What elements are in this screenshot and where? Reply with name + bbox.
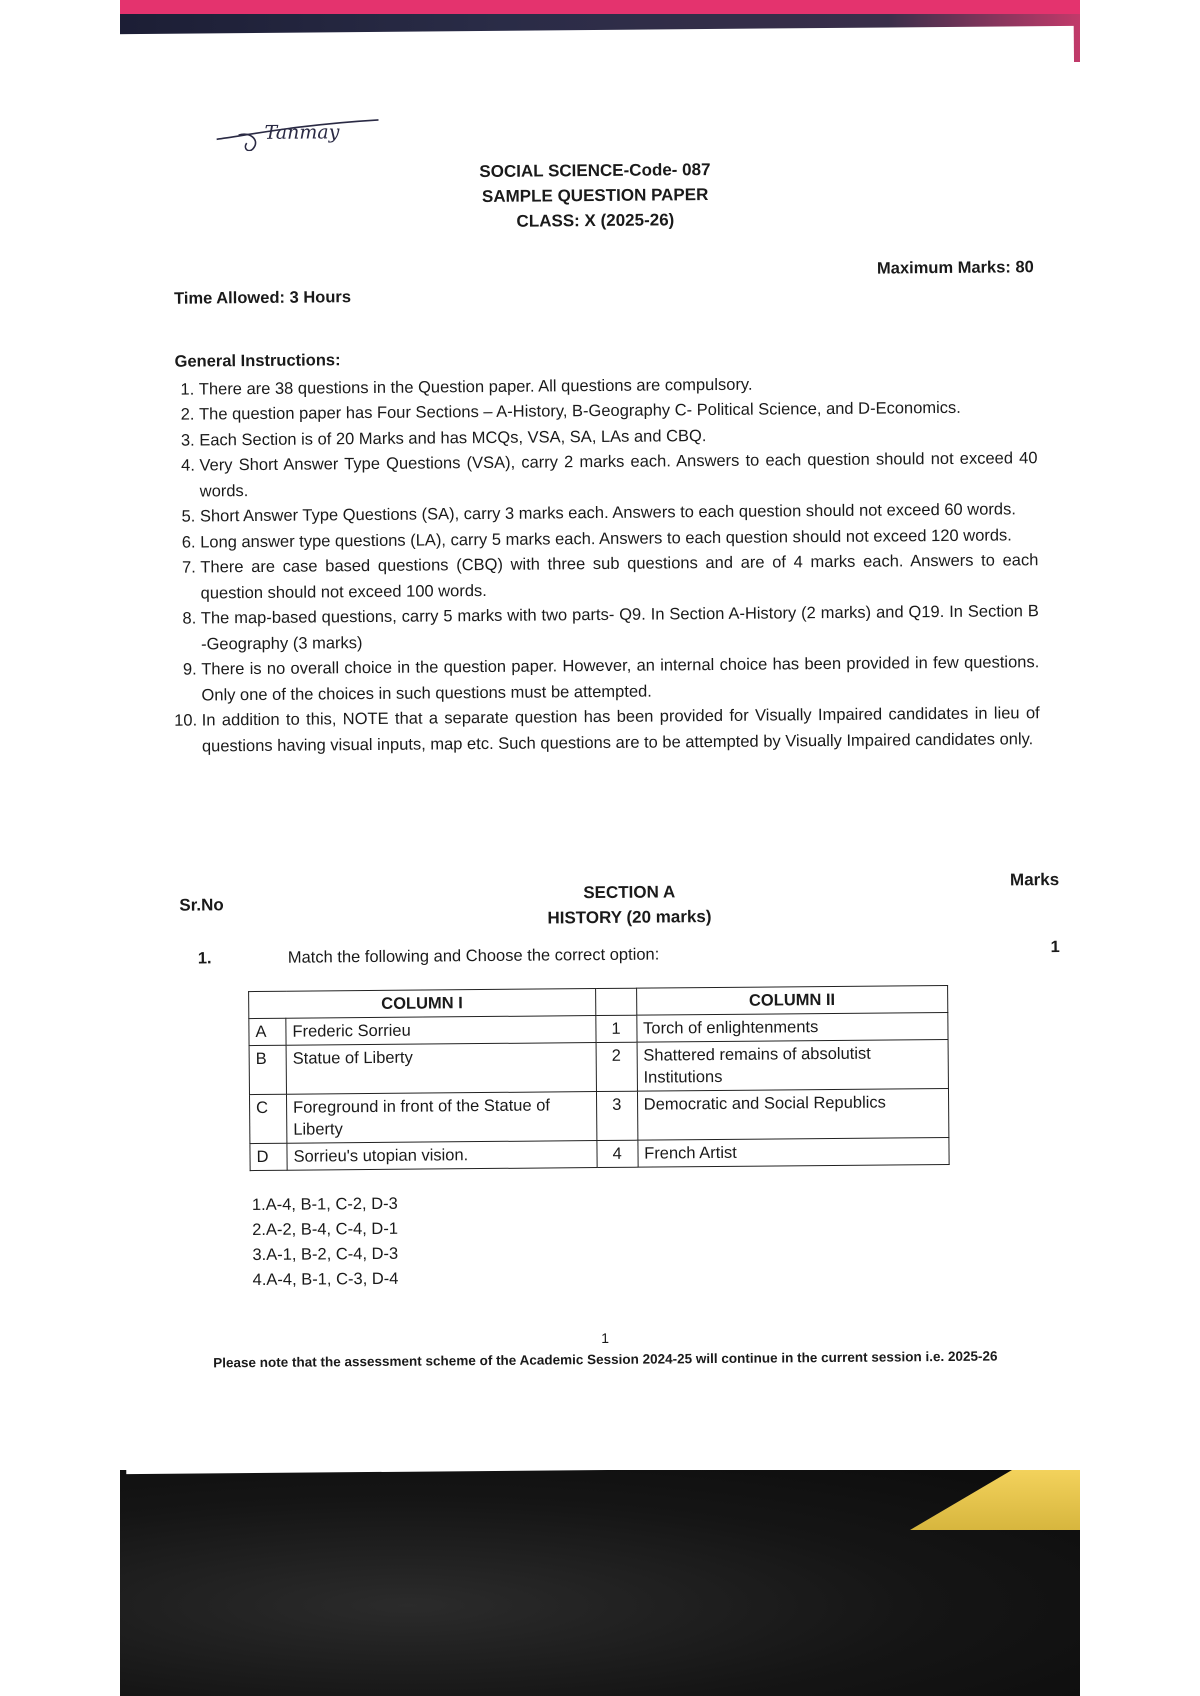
section-header [179, 869, 1060, 928]
row-number: 4 [597, 1140, 638, 1167]
instruction-item: 3. Each Section is of 20 Marks and has MCQs, VSA, SA, LAs and CBQ. [199, 421, 1037, 454]
instruction-item: 2. The question paper has Four Sections – A-History, B-Geography C- Political Science, and D-Economics. [199, 395, 1037, 428]
question-text: Match the following and Choose the correct option: [287, 945, 660, 967]
photo-bottom-tint [910, 1470, 1080, 1530]
instructions-heading: General Instructions: [174, 351, 341, 371]
row-number: 3 [596, 1091, 637, 1140]
option-1: 1.A-4, B-1, C-2, D-3 [251, 1194, 398, 1215]
paper-type: SAMPLE QUESTION PAPER [481, 185, 709, 207]
signature-text: Tanmay [264, 121, 340, 144]
sr-no-label: Sr.No [179, 895, 224, 915]
table-row [249, 1039, 948, 1094]
question-1 [180, 937, 1060, 968]
section-title: SECTION A [583, 882, 676, 903]
row-key: A [249, 1018, 286, 1045]
instruction-item: 8. The map-based questions, carry 5 marks with two parts- Q9. In Section A-History (2 marks) and Q19. In Section B -Geography (3 marks) [201, 599, 1039, 657]
column-1-item: Frederic Sorrieu [286, 1016, 596, 1046]
question-paper-page [114, 26, 1087, 1474]
instruction-item: 4. Very Short Answer Type Questions (VSA), carry 2 marks each. Answers to each question should not exceed 40 words. [199, 446, 1037, 504]
question-marks: 1 [1050, 937, 1060, 957]
instruction-item: 9. There is no overall choice in the question paper. However, an internal choice has been provided in few questions. Only one of the choices in such questions must be attempted. [201, 650, 1039, 708]
column-1-item: Sorrieu's utopian vision. [287, 1141, 597, 1171]
column-2-item: Democratic and Social Republics [637, 1088, 949, 1140]
column-2-header: COLUMN II [636, 985, 948, 1015]
answer-options [252, 1192, 399, 1293]
photo-bottom-background [120, 1470, 1080, 1696]
column-1-item: Foreground in front of the Statue of Liberty [286, 1092, 596, 1144]
column-1-item: Statue of Liberty [286, 1043, 596, 1095]
instruction-item: 7. There are case based questions (CBQ) with three sub questions and are of 4 marks each. Answers to each question should not exceed 100 words. [200, 548, 1038, 606]
instruction-item: 1. There are 38 questions in the Question paper. All questions are compulsory. [199, 370, 1037, 403]
exam-meta [173, 258, 1034, 308]
section-title-block [179, 876, 1079, 934]
section-subtitle: HISTORY (20 marks) [547, 907, 712, 928]
instruction-item: 6. Long answer type questions (LA), carry 5 marks each. Answers to each question should not exceed 120 words. [200, 523, 1038, 556]
number-header [595, 988, 636, 1015]
instruction-item: 5. Short Answer Type Questions (SA), carry 3 marks each. Answers to each question should not exceed 60 words. [200, 497, 1038, 530]
column-2-item: Torch of enlightenments [636, 1012, 948, 1042]
option-4: 4.A-4, B-1, C-3, D-4 [252, 1269, 399, 1290]
instructions-list [175, 370, 1040, 760]
paper-header [115, 154, 1076, 237]
option-2: 2.A-2, B-4, C-4, D-1 [252, 1219, 399, 1240]
column-2-item: French Artist [638, 1137, 950, 1167]
column-2-item: Shattered remains of absolutist Institutions [637, 1039, 949, 1091]
table-row [250, 1137, 949, 1170]
maximum-marks: Maximum Marks: 80 [876, 258, 1034, 278]
column-1-header: COLUMN I [249, 989, 596, 1019]
row-number: 2 [596, 1042, 637, 1091]
instruction-item: 10. In addition to this, NOTE that a separate question has been provided for Visually Impaired candidates in lieu of questions having visual inputs, map etc. Such questions are to be attempted by Visually Impaired candidates only. [202, 701, 1040, 759]
handwritten-signature [208, 90, 409, 157]
row-number: 1 [595, 1015, 636, 1042]
question-number: 1. [197, 949, 212, 968]
table-row [249, 1088, 948, 1143]
general-instructions [174, 342, 1040, 760]
row-key: C [249, 1094, 286, 1143]
row-key: D [250, 1143, 287, 1170]
row-key: B [249, 1045, 286, 1094]
marks-label: Marks [1009, 869, 1060, 890]
subject-title: SOCIAL SCIENCE-Code- 087 [479, 160, 711, 182]
option-3: 3.A-1, B-2, C-4, D-3 [252, 1244, 399, 1265]
time-allowed: Time Allowed: 3 Hours [173, 288, 352, 308]
match-table [248, 985, 950, 1171]
class-label: CLASS: X (2025-26) [516, 210, 675, 231]
page-number: 1 [601, 1329, 610, 1347]
footer-note: Please note that the assessment scheme of the Academic Session 2024-25 will continue in the current session i.e. 2025-26 [213, 1348, 998, 1371]
